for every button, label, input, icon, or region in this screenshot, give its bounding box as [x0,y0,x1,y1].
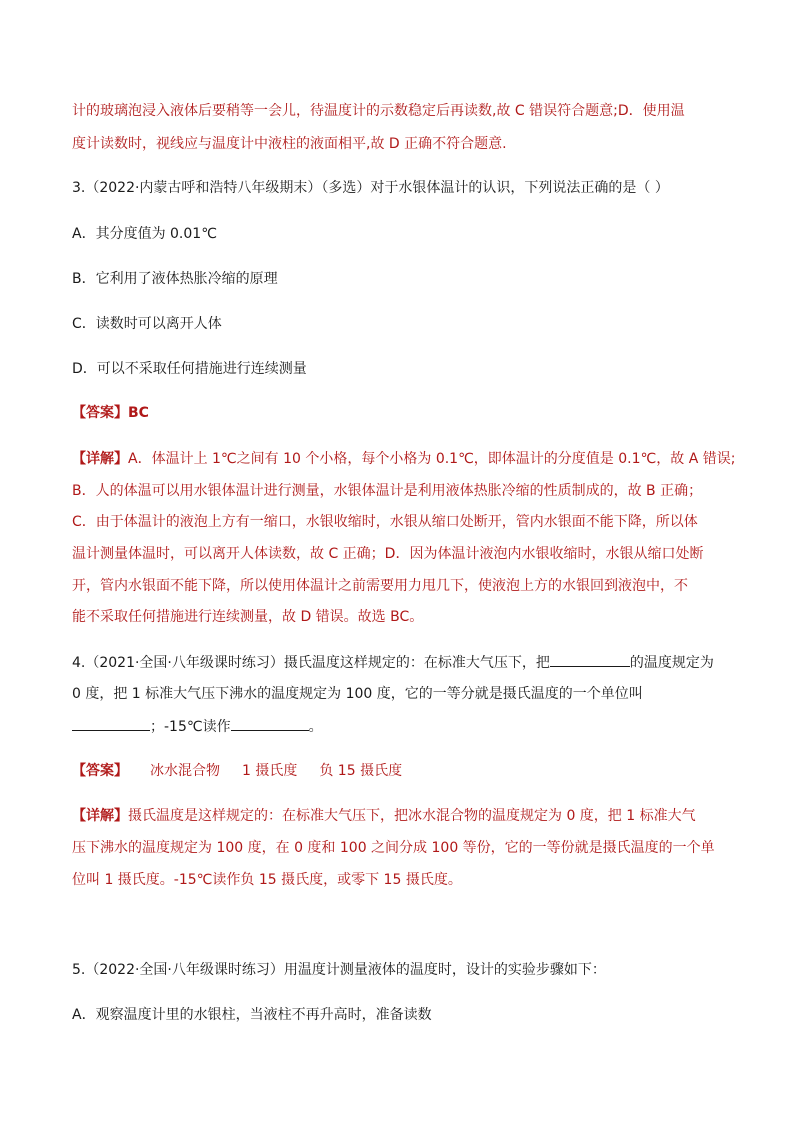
detail-text: A．体温计上 1℃之间有 10 个小格，每个小格为 0.1℃，即体温计的分度值是 0.1℃，故 A 错误; [128,451,736,467]
detail-label: 【详解】 [72,808,128,824]
detail-text: 摄氏温度是这样规定的：在标准大气压下，把冰水混合物的温度规定为 0 度，把 1 标准大气 [128,808,696,824]
question-3-detail-line-5: 开，管内水银面不能下降，所以使用体温计之前需要用力甩几下，使液泡上方的水银回到液泡中，不 [72,578,688,594]
question-3-detail-line-3: C．由于体温计的液泡上方有一缩口，水银收缩时，水银从缩口处断开，管内水银面不能下降，所以体 [72,514,698,530]
question-4-stem-part-3: ；-15℃读作 [150,719,231,735]
question-5-option-a: A．观察温度计里的水银柱，当液柱不再升高时，准备读数 [72,1007,432,1023]
question-3-option-d: D．可以不采取任何措施进行连续测量 [72,361,307,377]
question-4-line-1 [72,652,714,673]
detail-label: 【详解】 [72,451,128,467]
question-4-line-3 [72,716,323,737]
answer-blank-3 [231,716,309,731]
question-3-stem: 3.（2022·内蒙古呼和浩特八年级期末）（多选）对于水银体温计的认识，下列说法正确的是（ ） [72,180,669,196]
question-3-detail-line-6: 能不采取任何措施进行连续测量，故 D 错误。故选 BC。 [72,609,424,625]
question-3-answer [72,403,149,423]
answer-blank-2 [72,716,150,731]
question-4-stem-part-1: 4.（2021·全国·八年级课时练习）摄氏温度这样规定的：在标准大气压下，把 [72,655,550,671]
answer-blank-1 [550,652,630,667]
answer-label: 【答案】 [72,405,128,421]
prev-detail-line-1: 计的玻璃泡浸入液体后要稍等一会儿，待温度计的示数稳定后再读数,故 C 错误符合题意;D．使用温 [72,103,685,119]
question-4-detail-line-1 [72,806,696,826]
question-3-detail-line-4: 温计测量体温时，可以离开人体读数，故 C 正确；D．因为体温计液泡内水银收缩时，水银从缩口处断 [72,546,704,562]
question-5-stem: 5.（2022·全国·八年级课时练习）用温度计测量液体的温度时，设计的实验步骤如下： [72,962,606,978]
question-3-option-a: A．其分度值为 0.01℃ [72,226,217,242]
question-3-option-b: B．它利用了液体热胀冷缩的原理 [72,271,278,287]
question-4-detail-line-3: 位叫 1 摄氏度。-15℃读作负 15 摄氏度，或零下 15 摄氏度。 [72,872,462,888]
answer-item-1: 冰水混合物 [150,763,220,779]
question-4-line-2: 0 度，把 1 标准大气压下沸水的温度规定为 100 度，它的一等分就是摄氏温度的一个单位叫 [72,686,643,702]
question-4-stem-part-2: 的温度规定为 [629,655,714,671]
answer-label: 【答案】 [72,763,128,779]
answer-value: BC [128,405,149,421]
answer-item-3: 负 15 摄氏度 [319,763,403,779]
question-3-detail-line-2: B．人的体温可以用水银体温计进行测量，水银体温计是利用液体热胀冷缩的性质制成的，故 B 正确； [72,483,703,499]
question-4-answer [72,761,402,781]
question-3-detail-line-1 [72,449,735,469]
answer-item-2: 1 摄氏度 [242,763,298,779]
question-4-stem-part-4: 。 [308,719,323,735]
prev-detail-line-2: 度计读数时，视线应与温度计中液柱的液面相平,故 D 正确不符合题意. [72,136,507,152]
question-3-option-c: C．读数时可以离开人体 [72,316,222,332]
question-4-detail-line-2: 压下沸水的温度规定为 100 度，在 0 度和 100 之间分成 100 等份，它的一等份就是摄氏温度的一个单 [72,840,715,856]
